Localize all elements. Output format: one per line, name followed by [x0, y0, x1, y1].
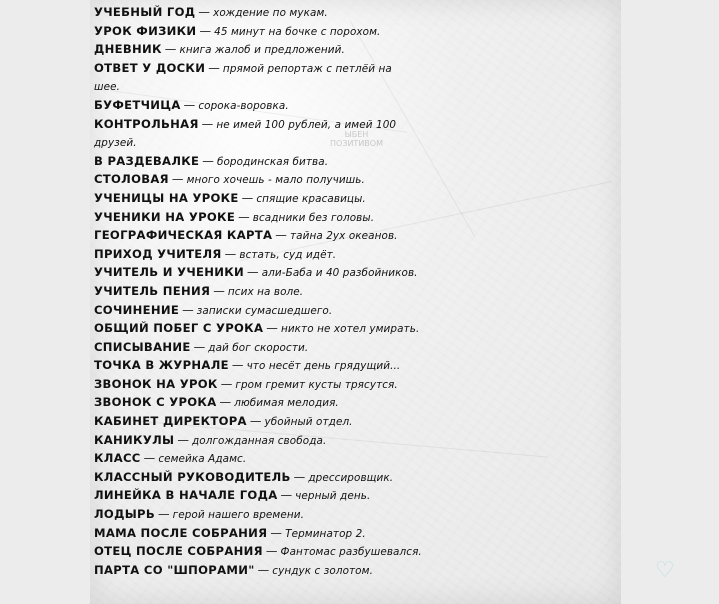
definition-line [94, 542, 620, 561]
definition-text: гром гремит кусты трясутся. [235, 378, 398, 391]
definition-line [94, 59, 620, 78]
definition-line [94, 468, 620, 487]
dash-separator: — [157, 507, 170, 522]
term-text: УЧЕБНЫЙ ГОД [94, 5, 196, 19]
definition-line [94, 170, 620, 189]
dash-separator: — [202, 153, 214, 168]
definition-line [94, 486, 620, 505]
term-text: ЛИНЕЙКА В НАЧАЛЕ ГОДА [94, 488, 278, 503]
dash-separator: — [265, 544, 278, 559]
definitions-list [94, 3, 620, 579]
term-text: ОТВЕТ У ДОСКИ [94, 60, 206, 75]
term-text: УЧИТЕЛЬ ПЕНИЯ [94, 283, 211, 298]
definition-continuation-line [94, 77, 620, 96]
dash-separator: — [247, 265, 259, 280]
term-text: КОНТРОЛЬНАЯ [94, 116, 199, 131]
definition-line [94, 393, 620, 412]
dash-separator: — [266, 321, 278, 336]
definition-text: хождение по мукам. [213, 7, 328, 19]
dash-separator: — [224, 246, 237, 261]
heart-icon: ♡ [655, 558, 675, 583]
definition-text: сундук с золотом. [272, 564, 373, 577]
definition-line [94, 338, 620, 357]
definition-line [94, 505, 620, 524]
dash-separator: — [183, 97, 196, 112]
definition-text: никто не хотел умирать. [280, 323, 420, 336]
definition-text: Терминатор 2. [285, 527, 366, 540]
definition-line [94, 375, 620, 394]
term-text: ПАРТА СО "ШПОРАМИ" [94, 562, 255, 577]
dash-separator: — [231, 358, 244, 373]
term-text: СТОЛОВАЯ [94, 172, 169, 187]
definition-text: что несёт день грядущий... [246, 360, 401, 373]
dash-separator: — [293, 469, 306, 484]
definition-line [94, 301, 620, 320]
definition-text: любимая мелодия. [234, 397, 339, 410]
definition-line [94, 96, 620, 115]
dash-separator: — [199, 23, 212, 38]
definition-text: встать, суд идёт. [239, 248, 337, 261]
term-text: СПИСЫВАНИЕ [94, 339, 191, 354]
definition-line [94, 3, 620, 22]
term-text: КАНИКУЛЫ [94, 432, 175, 447]
definition-text: дай бог скорости. [208, 341, 309, 354]
definition-line [94, 282, 620, 301]
term-text: ТОЧКА В ЖУРНАЛЕ [94, 358, 229, 373]
definition-text: дрессировщик. [308, 471, 394, 484]
dash-separator: — [241, 190, 254, 205]
term-text: УЧИТЕЛЬ И УЧЕНИКИ [94, 265, 244, 280]
term-text: КЛАСС [94, 451, 141, 466]
definition-text: черный день. [295, 490, 371, 503]
definition-text: сорока-воровка. [198, 99, 289, 112]
definition-line [94, 40, 620, 59]
definition-text: 45 минут на бочке с порохом. [214, 25, 381, 38]
definition-text: много хочешь - мало получишь. [186, 174, 365, 187]
definition-line [94, 524, 620, 543]
definition-text: спящие красавицы. [256, 192, 366, 205]
definition-line [94, 449, 620, 468]
definition-line [94, 319, 620, 338]
watermark-line: ЫБЕН [344, 130, 369, 139]
definition-text: Фантомас разбушевался. [280, 546, 422, 559]
definition-continuation-text: шее. [94, 81, 120, 94]
term-text: ПРИХОД УЧИТЕЛЯ [94, 246, 222, 261]
definition-text: записки сумасшедшего. [196, 304, 333, 317]
dash-separator: — [177, 432, 190, 447]
definition-line [94, 245, 620, 264]
term-text: КЛАССНЫЙ РУКОВОДИТЕЛЬ [94, 469, 291, 484]
definition-line [94, 208, 620, 227]
definition-line [94, 22, 620, 41]
definition-text: книга жалоб и предложений. [179, 44, 345, 57]
definition-text: семейка Адамс. [158, 453, 247, 466]
definition-line [94, 189, 620, 208]
definition-line [94, 412, 620, 431]
term-text: ЛОДЫРЬ [94, 507, 155, 522]
dash-separator: — [143, 451, 156, 466]
term-text: КАБИНЕТ ДИРЕКТОРА [94, 414, 247, 429]
dash-separator: — [208, 60, 220, 75]
definition-line [94, 226, 620, 245]
definition-text: бородинская битва. [216, 155, 329, 168]
definition-text: герой нашего времени. [172, 509, 305, 522]
term-text: УЧЕНИКИ НА УРОКЕ [94, 209, 236, 224]
definition-text: тайна 2ух океанов. [289, 230, 398, 243]
term-text: ДНЕВНИК [94, 42, 162, 57]
dash-separator: — [182, 302, 194, 317]
definition-text: убойный отдел. [264, 416, 353, 429]
dash-separator: — [164, 42, 177, 57]
term-text: ЗВОНОК С УРОКА [94, 395, 217, 410]
term-text: В РАЗДЕВАЛКЕ [94, 153, 200, 168]
definition-text: не имей 100 рублей, а имей 100 [216, 118, 397, 131]
definition-continuation-text: друзей. [94, 137, 137, 150]
term-text: ГЕОГРАФИЧЕСКАЯ КАРТА [94, 228, 273, 243]
crumpled-paper-sheet [90, 0, 675, 604]
dash-separator: — [220, 376, 233, 391]
definition-continuation-line [94, 133, 620, 152]
dash-separator: — [213, 283, 225, 298]
definition-line [94, 431, 620, 450]
term-text: ОБЩИЙ ПОБЕГ С УРОКА [94, 321, 264, 336]
watermark-line: ПОЗИТИВОМ [330, 139, 383, 148]
dash-separator: — [280, 488, 293, 503]
definition-line [94, 561, 620, 580]
dash-separator: — [249, 414, 262, 429]
dash-separator: — [219, 395, 232, 410]
term-text: УРОК ФИЗИКИ [94, 23, 197, 38]
term-text: МАМА ПОСЛЕ СОБРАНИЯ [94, 525, 268, 540]
dash-separator: — [238, 209, 250, 224]
dash-separator: — [257, 562, 270, 577]
definition-line [94, 356, 620, 375]
definition-text: али-Баба и 40 разбойников. [261, 267, 418, 280]
definition-text: прямой репортаж с петлёй на [222, 62, 392, 75]
term-text: УЧЕНИЦЫ НА УРОКЕ [94, 190, 239, 205]
term-text: СОЧИНЕНИЕ [94, 302, 180, 317]
dash-separator: — [171, 172, 184, 187]
definition-text: псих на воле. [227, 285, 304, 298]
definition-text: долгожданная свобода. [192, 434, 327, 447]
definition-line [94, 263, 620, 282]
dash-separator: — [275, 228, 287, 243]
term-text: ОТЕЦ ПОСЛЕ СОБРАНИЯ [94, 544, 263, 559]
dash-separator: — [201, 116, 214, 131]
dash-separator: — [198, 5, 211, 19]
definition-text: всадники без головы. [252, 211, 375, 224]
dash-separator: — [193, 339, 206, 354]
term-text: ЗВОНОК НА УРОК [94, 376, 218, 391]
term-text: БУФЕТЧИЦА [94, 97, 181, 112]
dash-separator: — [270, 525, 283, 540]
definition-line [94, 152, 620, 171]
definition-line [94, 115, 620, 134]
